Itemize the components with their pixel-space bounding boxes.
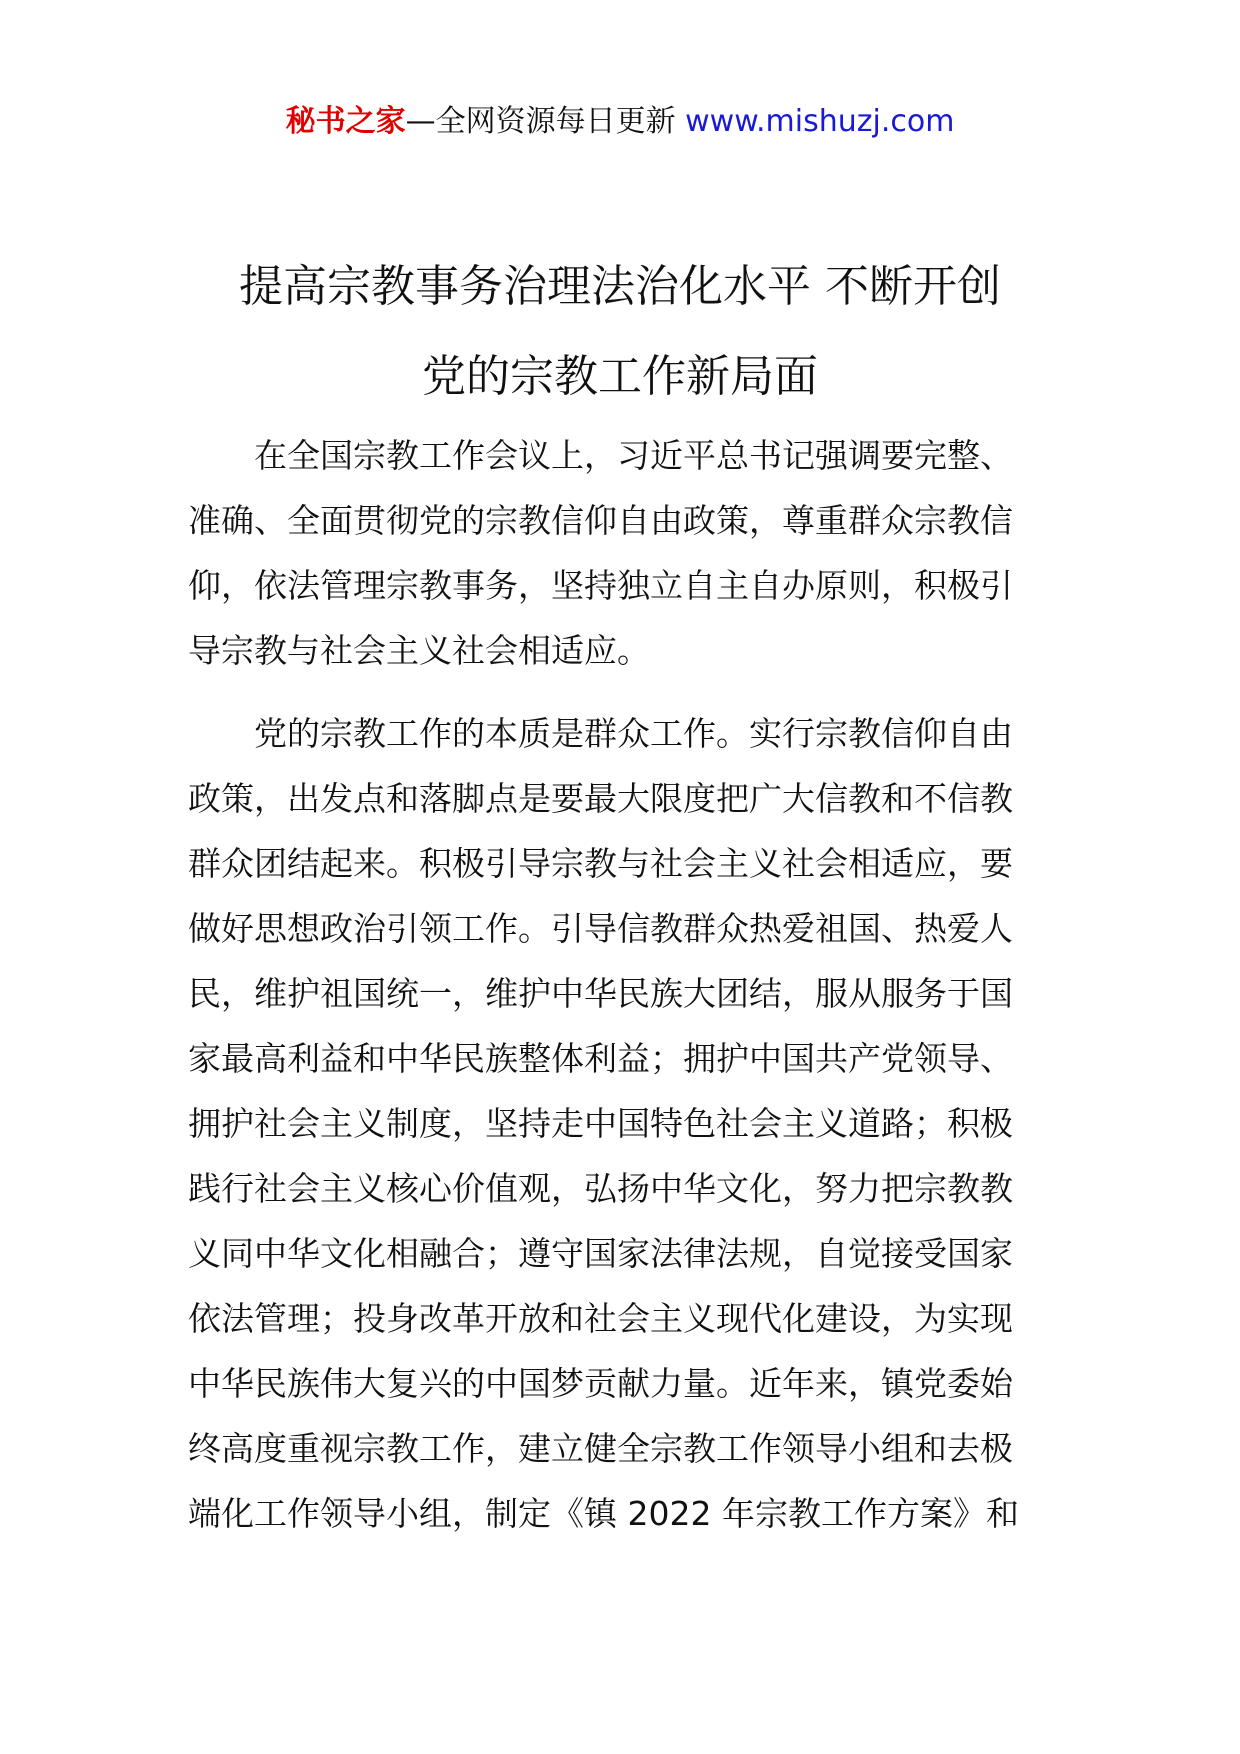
text-line: 端化工作领导小组，制定《镇 2022 年宗教工作方案》和 — [188, 1494, 1019, 1533]
text-line: 群众团结起来。积极引导宗教与社会主义社会相适应，要 — [188, 844, 1013, 883]
text-line: 依法管理；投身改革开放和社会主义现代化建设，为实现 — [188, 1299, 1013, 1338]
text-line: 义同中华文化相融合；遵守国家法律法规，自觉接受国家 — [188, 1234, 1013, 1273]
paragraph-1 — [188, 423, 1064, 683]
text-line: 政策，出发点和落脚点是要最大限度把广大信教和不信教 — [188, 779, 1013, 818]
brand-name: 秘书之家 — [285, 104, 406, 139]
text-line: 民，维护祖国统一，维护中华民族大团结，服从服务于国 — [188, 974, 1013, 1013]
paragraph-2 — [188, 701, 1064, 1546]
title-line: 党的宗教工作新局面 — [422, 351, 818, 402]
text-line: 做好思想政治引领工作。引导信教群众热爱祖国、热爱人 — [188, 909, 1013, 948]
document-body — [188, 423, 1064, 1564]
site-header — [0, 100, 1240, 144]
site-url-link[interactable]: www.mishuzj.com — [685, 104, 955, 139]
text-line: 践行社会主义核心价值观，弘扬中华文化，努力把宗教教 — [188, 1169, 1013, 1208]
text-line: 导宗教与社会主义社会相适应。 — [188, 631, 650, 670]
document-title — [100, 242, 1140, 422]
header-tagline: —全网资源每日更新 — [405, 104, 676, 139]
text-line: 终高度重视宗教工作，建立健全宗教工作领导小组和去极 — [188, 1429, 1013, 1468]
text-line: 拥护社会主义制度，坚持走中国特色社会主义道路；积极 — [188, 1104, 1013, 1143]
text-line: 家最高利益和中华民族整体利益；拥护中国共产党领导、 — [188, 1039, 1013, 1078]
text-line: 准确、全面贯彻党的宗教信仰自由政策，尊重群众宗教信 — [188, 501, 1013, 540]
text-line: 在全国宗教工作会议上，习近平总书记强调要完整、 — [254, 436, 1013, 475]
text-line: 党的宗教工作的本质是群众工作。实行宗教信仰自由 — [254, 714, 1013, 753]
text-line: 中华民族伟大复兴的中国梦贡献力量。近年来，镇党委始 — [188, 1364, 1013, 1403]
text-line: 仰，依法管理宗教事务，坚持独立自主自办原则，积极引 — [188, 566, 1013, 605]
title-line: 提高宗教事务治理法治化水平 不断开创 — [239, 261, 1001, 312]
